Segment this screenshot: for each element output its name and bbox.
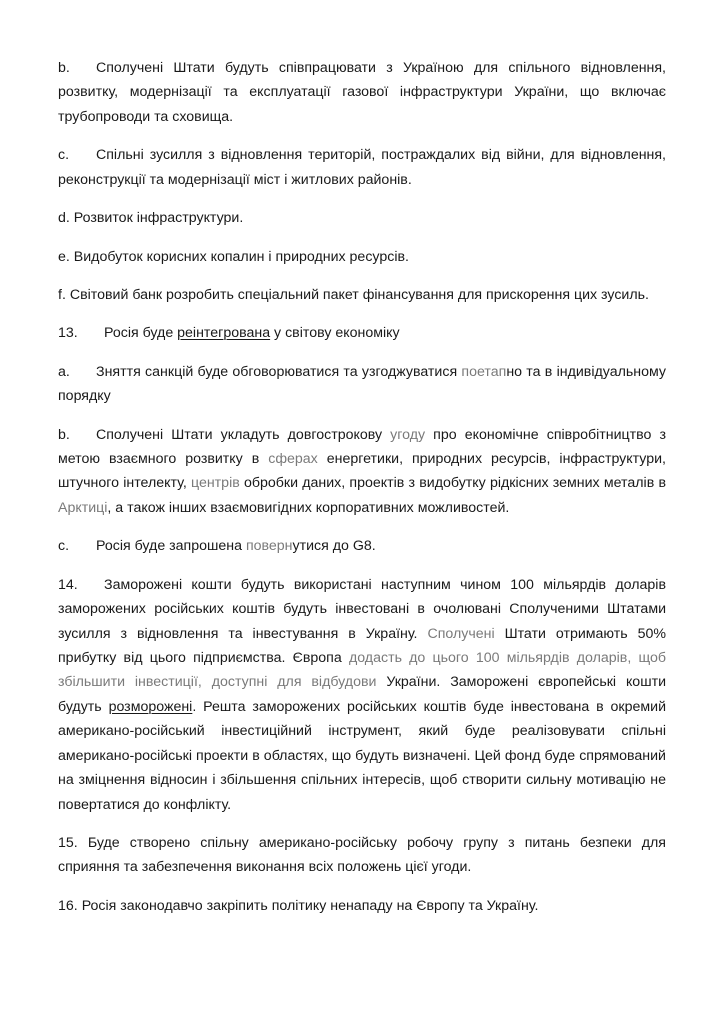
- paragraph-text: Видобуток корисних копалин і природних ресурсів.: [73, 248, 409, 265]
- paragraph-text: но та в індивідуальному порядку: [58, 363, 667, 405]
- paragraph-clause-16: [58, 894, 666, 918]
- paragraph-text: Сполучені Штати укладуть довгострокову: [96, 426, 391, 443]
- paragraph-label: c.: [58, 147, 70, 164]
- paragraph-text: утися до G8.: [292, 538, 376, 555]
- paragraph-text: сферах: [268, 451, 318, 468]
- paragraph-text: Заморожені кошти будуть використані наступним чином 100 мільярдів доларів заморожених російських коштів будуть інвестовані в очолювані Сполученими Штатами зусилля з відновлення та інвестування в Україну.: [58, 576, 666, 642]
- paragraph-text: Світовий банк розробить спеціальний пакет фінансування для прискорення цих зусиль.: [69, 286, 649, 303]
- paragraph-text: поетап: [461, 363, 507, 380]
- paragraph-text: України. Заморожені європейські кошти будуть: [58, 674, 667, 715]
- paragraph-text: Росія законодавчо закріпить політику ненападу на Європу та Україну.: [81, 897, 539, 914]
- paragraph-label: 16.: [58, 897, 78, 914]
- paragraph-clause-13: [58, 321, 666, 345]
- paragraph-text: додасть до цього 100 мільярдів доларів, щоб збільшити інвестиції, доступні для відбудови: [58, 650, 666, 691]
- paragraph-text: про економічне співробітництво з метою взаємного розвитку в: [58, 426, 667, 468]
- paragraph-text: Розвиток інфраструктури.: [73, 210, 244, 227]
- paragraph-clause-13-c: [58, 534, 666, 558]
- paragraph-text: у світову економіку: [270, 325, 400, 342]
- paragraph-text: Сполучені Штати будуть співпрацювати з Україною для спільного відновлення, розвитку, модернізації та експлуатації газової інфраструктури України, що включає трубопроводи та сховища.: [58, 60, 666, 125]
- underlined-text: розморожені: [108, 698, 193, 715]
- paragraph-label: c.: [58, 538, 70, 555]
- paragraph-text: енергетики, природних ресурсів, інфраструктури, штучного інтелекту,: [58, 451, 666, 492]
- paragraph-label: b.: [58, 426, 70, 443]
- paragraph-text: обробки даних, проектів з видобутку рідкісних земних металів в: [239, 475, 666, 492]
- paragraph-label: e.: [58, 248, 70, 265]
- paragraph-label: a.: [58, 363, 70, 380]
- paragraph-text: , а також інших взаємовигідних корпоративних можливостей.: [107, 499, 510, 516]
- paragraph-text: . Решта заморожених російських коштів буде інвестована в окремий американо-російський інвестиційний інструмент, який буде реалізовувати спільні американо-російські проекти в областях, що будуть визначені. Цей фонд буде спрямований на зміцнення відносин і збільшення спільних інтересів, щоб створити сильну мотивацію не повертатися до конфлікту.: [58, 698, 667, 813]
- paragraph-label: b.: [58, 60, 70, 76]
- paragraph-clause-14: [58, 573, 666, 817]
- paragraph-item-e-minerals: [58, 245, 666, 269]
- paragraph-label: d.: [58, 210, 70, 227]
- document-body: [58, 56, 666, 918]
- paragraph-text: Росія буде запрошена: [96, 538, 246, 555]
- paragraph-text: Спільні зусилля з відновлення територій, постраждалих від війни, для відновлення, реконструкції та модернізації міст і житлових районів.: [58, 147, 666, 188]
- paragraph-text: Зняття санкцій буде обговорюватися та узгоджуватися: [96, 363, 462, 380]
- paragraph-text: Штати отримають 50% прибутку від цього підприємства. Європа: [58, 625, 666, 667]
- paragraph-clause-13-b: [58, 423, 666, 521]
- paragraph-clause-13-a: [58, 360, 666, 409]
- paragraph-label: f.: [58, 286, 66, 303]
- paragraph-item-c-reconstruction: [58, 143, 666, 192]
- paragraph-item-d-infrastructure: [58, 206, 666, 230]
- paragraph-label: 13.: [58, 325, 78, 342]
- paragraph-text: Арктиці: [58, 499, 108, 516]
- paragraph-text: Росія буде: [104, 325, 178, 342]
- underlined-text: реінтегрована: [177, 325, 271, 342]
- paragraph-item-b-energy: [58, 56, 666, 129]
- paragraph-label: 14.: [58, 576, 78, 593]
- paragraph-label: 15.: [58, 834, 78, 851]
- paragraph-item-f-world-bank: [58, 283, 666, 307]
- paragraph-clause-15: [58, 831, 666, 880]
- paragraph-text: Сполучені: [427, 625, 495, 642]
- paragraph-text: угоду: [390, 426, 426, 443]
- paragraph-text: центрів: [190, 475, 240, 492]
- paragraph-text: поверн: [245, 538, 293, 555]
- paragraph-text: Буде створено спільну американо-російську робочу групу з питань безпеки для сприяння та забезпечення виконання всіх положень цієї угоди.: [58, 834, 666, 876]
